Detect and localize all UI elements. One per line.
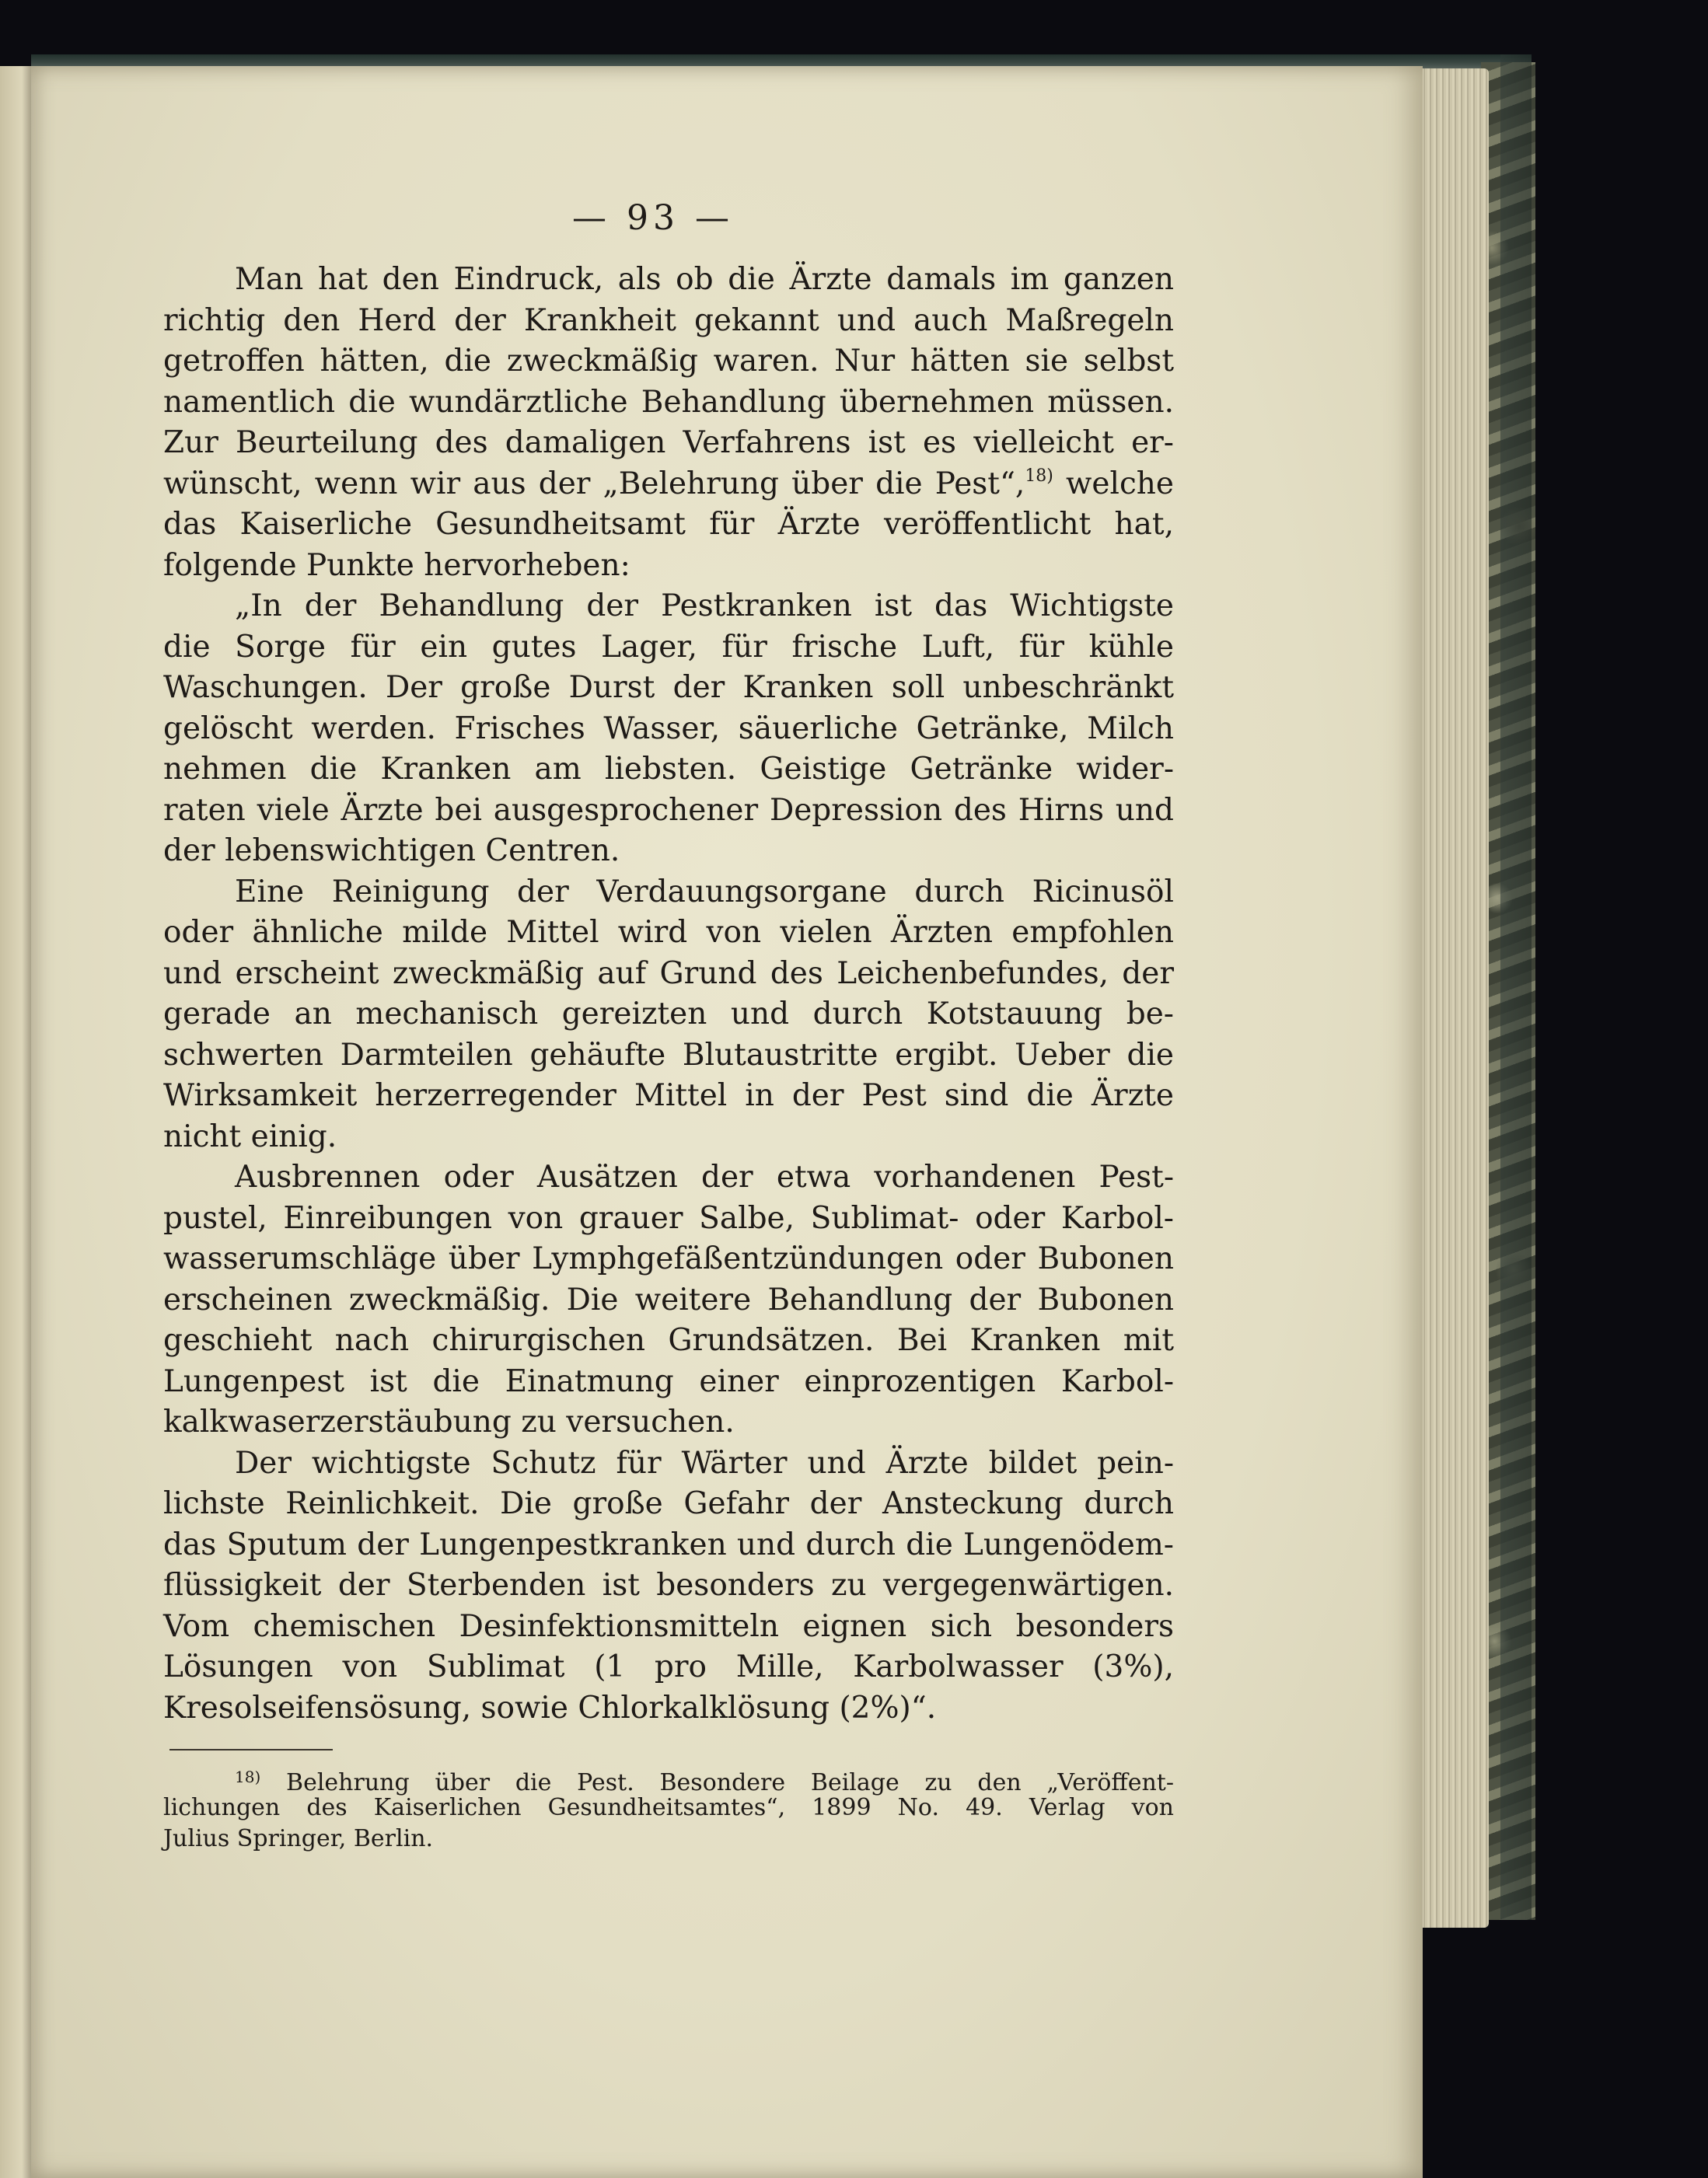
text-line: Der wichtigste Schutz für Wärter und Ärzte bildet pein- — [235, 1445, 1174, 1481]
text-line: kalkwaserzerstäubung zu versuchen. — [163, 1405, 735, 1440]
footnote-divider — [169, 1749, 333, 1750]
text-line: gerade an mechanisch gereizten und durch Kotstauung be- — [163, 997, 1174, 1031]
text-line: das Sputum der Lungenpestkranken und durch die Lungenödem- — [163, 1527, 1174, 1562]
footnote-reference: 18) — [1025, 466, 1053, 486]
text-line: lichste Reinlichkeit. Die große Gefahr der Ansteckung durch — [163, 1486, 1174, 1521]
footnote — [163, 1761, 1174, 1855]
cloth-spine-edge — [1500, 54, 1532, 1920]
text-line-end: welche — [1066, 466, 1174, 501]
footnote-line: lichungen des Kaiserlichen Gesundheitsamtes“, 1899 No. 49. Verlag von — [163, 1794, 1174, 1821]
footnote-marker: 18) — [235, 1768, 261, 1786]
footnote-text: Belehrung über die Pest. Besondere Beilage zu den „Veröffent- — [286, 1769, 1174, 1796]
book-page — [31, 66, 1423, 2178]
text-line: Lösungen von Sublimat (1 pro Mille, Karbolwasser (3%), — [163, 1649, 1174, 1684]
text-line: pustel, Einreibungen von grauer Salbe, Sublimat- oder Karbol- — [163, 1200, 1174, 1236]
text-line: das Kaiserliche Gesundheitsamt für Ärzte veröffentlicht hat, — [163, 507, 1174, 542]
text-line-start: wünscht, wenn wir aus der „Belehrung über die Pest“, — [163, 466, 1025, 501]
text-line: Ausbrennen oder Ausätzen der etwa vorhandenen Pest- — [235, 1160, 1174, 1195]
text-line: geschieht nach chirurgischen Grundsätzen. Bei Kranken mit — [163, 1323, 1174, 1358]
text-line: oder ähnliche milde Mittel wird von vielen Ärzten empfohlen — [163, 915, 1174, 950]
text-line: folgende Punkte hervorheben: — [163, 547, 630, 583]
footnote-line: Julius Springer, Berlin. — [163, 1825, 434, 1852]
paragraph — [163, 586, 1174, 872]
text-line: Eine Reinigung der Verdauungsorgane durch Ricinusöl — [235, 874, 1174, 909]
paragraph — [163, 260, 1174, 586]
page-number: — 93 — — [572, 198, 734, 238]
paragraph — [163, 1157, 1174, 1443]
text-line: Wirksamkeit herzerregender Mittel in der Pest sind die Ärzte — [163, 1078, 1174, 1113]
text-line: der lebenswichtigen Centren. — [163, 833, 620, 868]
footnote-line — [163, 1761, 1174, 1796]
text-line: wasserumschläge über Lymphgefäßentzündungen oder Bubonen — [163, 1241, 1174, 1276]
text-line: „In der Behandlung der Pestkranken ist das Wichtigste — [235, 588, 1174, 623]
text-line: gelöscht werden. Frisches Wasser, säuerliche Getränke, Milch — [163, 710, 1174, 746]
text-line: nicht einig. — [163, 1119, 337, 1154]
paragraph — [163, 1443, 1174, 1729]
text-block — [163, 198, 1174, 1855]
text-line: getroffen hätten, die zweckmäßig waren. Nur hätten sie selbst — [163, 344, 1174, 379]
text-line: schwerten Darmteilen gehäufte Blutaustritte ergibt. Ueber die — [163, 1037, 1174, 1073]
text-line — [163, 464, 1174, 505]
text-line: flüssigkeit der Sterbenden ist besonders zu vergegenwärtigen. — [163, 1568, 1174, 1603]
text-line: erscheinen zweckmäßig. Die weitere Behandlung der Bubonen — [163, 1282, 1174, 1318]
text-line: Lungenpest ist die Einatmung einer einprozentigen Karbol- — [163, 1363, 1174, 1399]
text-line: die Sorge für ein gutes Lager, für frische Luft, für kühle — [163, 629, 1174, 665]
text-line: nehmen die Kranken am liebsten. Geistige Getränke wider- — [163, 752, 1174, 787]
paragraph — [163, 872, 1174, 1158]
text-line: namentlich die wundärztliche Behandlung übernehmen müssen. — [163, 384, 1174, 420]
text-line: und erscheint zweckmäßig auf Grund des Leichenbefundes, der — [163, 955, 1174, 991]
text-line: Man hat den Eindruck, als ob die Ärzte damals im ganzen — [235, 262, 1174, 297]
text-line: Vom chemischen Desinfektionsmitteln eignen sich besonders — [163, 1608, 1174, 1644]
text-line: Kresolseifensösung, sowie Chlorkalklösung (2%)“. — [163, 1690, 937, 1726]
text-line: raten viele Ärzte bei ausgesprochener Depression des Hirns und — [163, 792, 1174, 828]
facing-page-edge — [0, 66, 31, 2178]
text-line: richtig den Herd der Krankheit gekannt und auch Maßregeln — [163, 302, 1174, 338]
text-line: Waschungen. Der große Durst der Kranken soll unbeschränkt — [163, 670, 1174, 705]
text-line: Zur Beurteilung des damaligen Verfahrens ist es vielleicht er- — [163, 425, 1174, 460]
page-block-edges — [1415, 68, 1489, 1928]
